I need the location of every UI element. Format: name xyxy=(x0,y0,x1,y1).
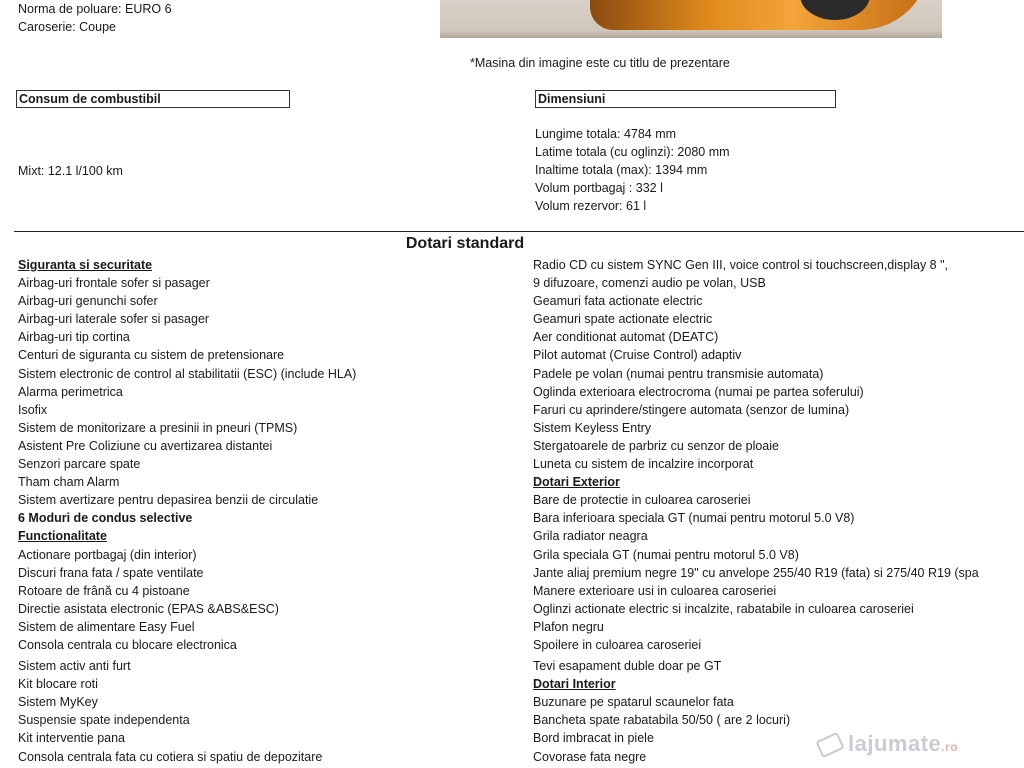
car-photo xyxy=(440,0,942,38)
fuel-mixed: Mixt: 12.1 l/100 km xyxy=(18,164,123,178)
list-item: Rotoare de frână cu 4 pistoane xyxy=(18,583,190,598)
list-item: Manere exterioare usi in culoarea caroseriei xyxy=(533,583,777,598)
list-item: Buzunare pe spatarul scaunelor fata xyxy=(533,695,734,710)
dimension-height: Inaltime totala (max): 1394 mm xyxy=(535,163,708,178)
list-item: Senzori parcare spate xyxy=(18,457,141,472)
list-item: Bord imbracat in piele xyxy=(533,731,654,746)
list-item: Sistem avertizare pentru depasirea benzii de circulatie xyxy=(18,493,319,508)
dimension-trunk: Volum portbagaj : 332 l xyxy=(535,181,663,196)
emission-norm: Norma de poluare: EURO 6 xyxy=(18,2,172,16)
list-item: Sistem activ anti furt xyxy=(18,659,131,674)
list-item: Tham cham Alarm xyxy=(18,475,120,490)
list-item: Bancheta spate rabatabila 50/50 ( are 2 locuri) xyxy=(533,713,791,728)
list-item: Actionare portbagaj (din interior) xyxy=(18,547,197,562)
list-item: Alarma perimetrica xyxy=(18,384,123,399)
category-safety: Siguranta si securitate xyxy=(18,258,153,272)
list-item: Covorase fata negre xyxy=(533,749,647,764)
list-item: Bare de protectie in culoarea caroseriei xyxy=(533,493,751,508)
list-item: Geamuri spate actionate electric xyxy=(533,312,713,327)
list-item: Airbag-uri tip cortina xyxy=(18,330,130,345)
list-item: Sistem de alimentare Easy Fuel xyxy=(18,619,195,634)
list-item: Tevi esapament duble doar pe GT xyxy=(533,659,722,674)
list-item: Stergatoarele de parbriz cu senzor de ploaie xyxy=(533,438,779,453)
dimension-tank: Volum rezervor: 61 l xyxy=(535,199,647,214)
list-item: Sistem MyKey xyxy=(18,695,98,710)
list-item: Discuri frana fata / spate ventilate xyxy=(18,565,204,580)
list-item: Plafon negru xyxy=(533,619,604,634)
category-exterior: Dotari Exterior xyxy=(533,475,620,490)
list-item: Directie asistata electronic (EPAS &ABS&ESC) xyxy=(18,601,279,616)
list-item: Oglinda exterioara electrocroma (numai pe partea soferului) xyxy=(533,384,864,399)
body-type: Caroserie: Coupe xyxy=(18,20,116,34)
list-item: Padele pe volan (numai pentru transmisie automata) xyxy=(533,366,824,381)
equipment-right-column xyxy=(533,256,979,766)
list-item: 9 difuzoare, comenzi audio pe volan, USB xyxy=(533,276,766,291)
dimension-length: Lungime totala: 4784 mm xyxy=(535,127,677,141)
divider xyxy=(14,231,1024,232)
watermark-logo xyxy=(818,726,1018,762)
list-item: Centuri de siguranta cu sistem de pretensionare xyxy=(18,348,285,363)
list-item: Faruri cu aprindere/stingere automata (senzor de lumina) xyxy=(533,402,850,417)
list-item: Bara inferioara speciala GT (numai pentru motorul 5.0 V8) xyxy=(533,511,855,526)
list-item: Radio CD cu sistem SYNC Gen III, voice control si touchscreen,display 8 ", xyxy=(533,258,949,272)
list-item: Consola centrala cu blocare electronica xyxy=(18,637,237,652)
list-item: Kit interventie pana xyxy=(18,731,126,746)
dimension-width: Latime totala (cu oglinzi): 2080 mm xyxy=(535,145,730,160)
image-note: *Masina din imagine este cu titlu de prezentare xyxy=(470,56,730,70)
list-item: Sistem Keyless Entry xyxy=(533,420,652,435)
category-functionality: Functionalitate xyxy=(18,529,107,544)
equipment-left-column xyxy=(18,256,356,766)
list-item: Consola centrala fata cu cotiera si spatiu de depozitare xyxy=(18,749,323,764)
dimensions-list xyxy=(535,125,730,215)
list-item: Asistent Pre Coliziune cu avertizarea distantei xyxy=(18,438,273,453)
list-item: Suspensie spate independenta xyxy=(18,713,190,728)
watermark-tld: .ro xyxy=(941,740,959,754)
list-item: Airbag-uri frontale sofer si pasager xyxy=(18,276,210,291)
list-item: Spoilere in culoarea caroseriei xyxy=(533,637,702,652)
list-item: Oglinzi actionate electric si incalzite, rabatabile in culoarea caroseriei xyxy=(533,601,914,616)
list-item: Pilot automat (Cruise Control) adaptiv xyxy=(533,348,742,363)
list-item: Sistem electronic de control al stabilitatii (ESC) (include HLA) xyxy=(18,366,357,381)
list-item: Kit blocare roti xyxy=(18,677,98,692)
list-item-drive-modes: 6 Moduri de condus selective xyxy=(18,511,193,526)
fuel-consumption-heading: Consum de combustibil xyxy=(16,90,290,108)
standard-equipment-title: Dotari standard xyxy=(405,235,525,252)
list-item: Grila speciala GT (numai pentru motorul 5.0 V8) xyxy=(533,547,799,562)
list-item: Airbag-uri laterale sofer si pasager xyxy=(18,312,210,327)
list-item: Grila radiator neagra xyxy=(533,529,648,544)
list-item: Jante aliaj premium negre 19" cu anvelope 255/40 R19 (fata) si 275/40 R19 (spa xyxy=(533,565,979,580)
list-item: Sistem de monitorizare a presinii in pneuri (TPMS) xyxy=(18,420,298,435)
category-interior: Dotari Interior xyxy=(533,677,616,692)
watermark-name: lajumate xyxy=(848,731,942,756)
list-item: Isofix xyxy=(18,402,48,417)
list-item: Geamuri fata actionate electric xyxy=(533,294,703,309)
dimensions-heading: Dimensiuni xyxy=(535,90,836,108)
list-item: Aer conditionat automat (DEATC) xyxy=(533,330,719,345)
list-item: Airbag-uri genunchi sofer xyxy=(18,294,158,309)
tag-icon xyxy=(815,732,844,758)
list-item: Luneta cu sistem de incalzire incorporat xyxy=(533,457,754,472)
